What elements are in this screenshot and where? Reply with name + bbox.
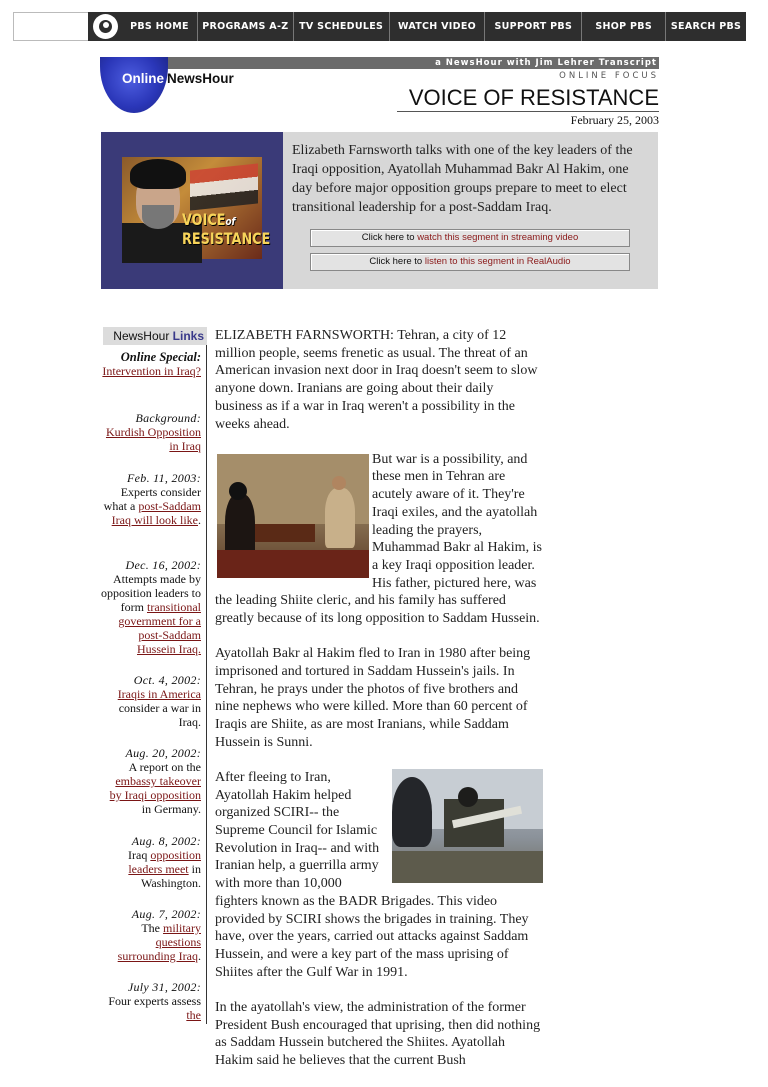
- sidebar-entry: Oct. 4, 2002: Iraqis in America consider a war in Iraq.: [117, 673, 201, 729]
- feature-box: [101, 132, 658, 289]
- sidebar-heading: NewsHour Links: [103, 327, 207, 345]
- link-transitional-government[interactable]: transitional government for a post-Saddam Hussein Iraq.: [118, 600, 201, 656]
- pbs-head-icon[interactable]: [88, 12, 122, 41]
- title-rule: [397, 111, 659, 112]
- nav-programs-a-z[interactable]: PROGRAMS A-Z: [198, 12, 294, 41]
- sidebar-links: [103, 327, 207, 1024]
- feature-image: [122, 157, 271, 259]
- nav-support-pbs[interactable]: SUPPORT PBS: [485, 12, 582, 41]
- link-experts-assess[interactable]: the: [186, 1008, 201, 1022]
- page-title: VOICE OF RESISTANCE: [408, 85, 659, 110]
- sidebar-entry: Aug. 20, 2002: A report on the embassy takeover by Iraqi opposition in Germany.: [109, 746, 201, 816]
- feature-image-panel: [101, 132, 283, 289]
- sidebar-entry: Dec. 16, 2002: Attempts made by opposition leaders to form transitional government for a post-Saddam Hussein Iraq.: [101, 558, 201, 656]
- listen-audio-button[interactable]: Click here to listen to this segment in RealAudio: [310, 253, 630, 271]
- article-body: [215, 327, 542, 1087]
- pbs-navbar: [13, 12, 746, 41]
- feature-description: Elizabeth Farnsworth talks with one of the key leaders of the Iraqi opposition, Ayatollah Muhammad Bakr Al Hakim, one day before major opposition groups prepare to meet to elect transitional leadership for a post-Saddam Iraq.: [292, 143, 633, 215]
- nav-pbs-home[interactable]: PBS HOME: [122, 12, 198, 41]
- feature-image-caption: VOICEof RESISTANCE: [182, 210, 271, 248]
- watch-video-button[interactable]: Click here to watch this segment in streaming video: [310, 229, 630, 247]
- photo-badr-brigades: [392, 769, 543, 883]
- masthead: [100, 57, 659, 131]
- tagline-bar: [136, 57, 659, 69]
- sidebar-entry: Background: Kurdish Opposition in Iraq: [105, 411, 201, 453]
- article-paragraph: But war is a possibility, and these men in Tehran are acutely aware of it. They're Iraqi exiles, and the ayatollah leading the prayers, Muhammad Bakr al Hakim, is a key Iraqi opposition leader. His father, pictured here, was the leading Shiite cleric, and his family has suffered greatly because of its long opposition to Saddam Hussein.: [215, 451, 542, 627]
- page-date: February 25, 2003: [570, 113, 659, 127]
- nav-watch-video[interactable]: WATCH VIDEO: [390, 12, 486, 41]
- link-post-saddam-iraq[interactable]: post-Saddam Iraq will look like: [111, 499, 201, 527]
- link-intervention-in-iraq[interactable]: Intervention in Iraq?: [102, 364, 201, 378]
- sidebar-entry: July 31, 2002: Four experts assess the: [108, 980, 201, 1022]
- section-label: ONLINE FOCUS: [559, 71, 659, 81]
- logo-newshour: NewsHour: [167, 71, 234, 86]
- link-military-questions[interactable]: military questions surrounding Iraq: [117, 921, 201, 963]
- sidebar-entry: Feb. 11, 2003: Experts consider what a post-Saddam Iraq will look like.: [103, 471, 201, 527]
- nav-search-pbs[interactable]: SEARCH PBS: [670, 21, 742, 32]
- pbs-nav-bar: [88, 12, 746, 41]
- sidebar-entry: Aug. 7, 2002: The military questions surrounding Iraq.: [117, 907, 201, 963]
- tagline: a NewsHour with Jim Lehrer Transcript: [435, 58, 657, 68]
- link-iraqis-in-america[interactable]: Iraqis in America: [117, 687, 201, 701]
- nav-shop-pbs[interactable]: SHOP PBS: [582, 12, 666, 41]
- article-paragraph: Ayatollah Bakr al Hakim fled to Iran in 1980 after being imprisoned and tortured in Saddam Hussein's jails. In Tehran, he prays under the photos of five brothers and nine nephews who were killed. More than 60 percent of Iraqis are Shiite, as are most Iranians, while Saddam Hussein is Sunni.: [215, 646, 531, 750]
- link-kurdish-opposition[interactable]: Kurdish Opposition in Iraq: [105, 425, 201, 453]
- article-paragraph: After fleeing to Iran, Ayatollah Hakim helped organized SCIRI-- the Supreme Council for Islamic Revolution in Iraq-- and with Iranian help, a guerrilla army with more than 10,000 fighters known as the BADR Brigades. This video provided by SCIRI shows the brigades in training. They have, over the years, carried out attacks against Saddam Hussein, and were a key part of the mass uprising of Shiites after the Gulf War in 1991.: [215, 769, 529, 980]
- nav-tv-schedules[interactable]: TV SCHEDULES: [294, 12, 390, 41]
- link-embassy-takeover[interactable]: embassy takeover by Iraqi opposition: [109, 774, 201, 802]
- sidebar-entry: Online Special: Intervention in Iraq?: [102, 350, 201, 378]
- sidebar-entry: Aug. 8, 2002: Iraq opposition leaders meet in Washington.: [128, 834, 201, 890]
- article-paragraph: ELIZABETH FARNSWORTH: Tehran, a city of 12 million people, seems frenetic as usual. The threat of an American invasion next door in Iraq doesn't seem to slow anyone down. Iranians are going about their daily business as if a war in Iraq weren't a possibility in the weeks ahead.: [215, 328, 538, 432]
- logo-online: Online: [122, 71, 165, 86]
- link-opposition-leaders-meet[interactable]: opposition leaders meet: [128, 848, 201, 876]
- article-paragraph: In the ayatollah's view, the administration of the former President Bush encouraged that uprising, then did nothing as Saddam Hussein butchered the Shiites. Ayatollah Hakim said he believes that the current Bush: [215, 999, 541, 1069]
- photo-meeting-in-tehran: [217, 454, 369, 578]
